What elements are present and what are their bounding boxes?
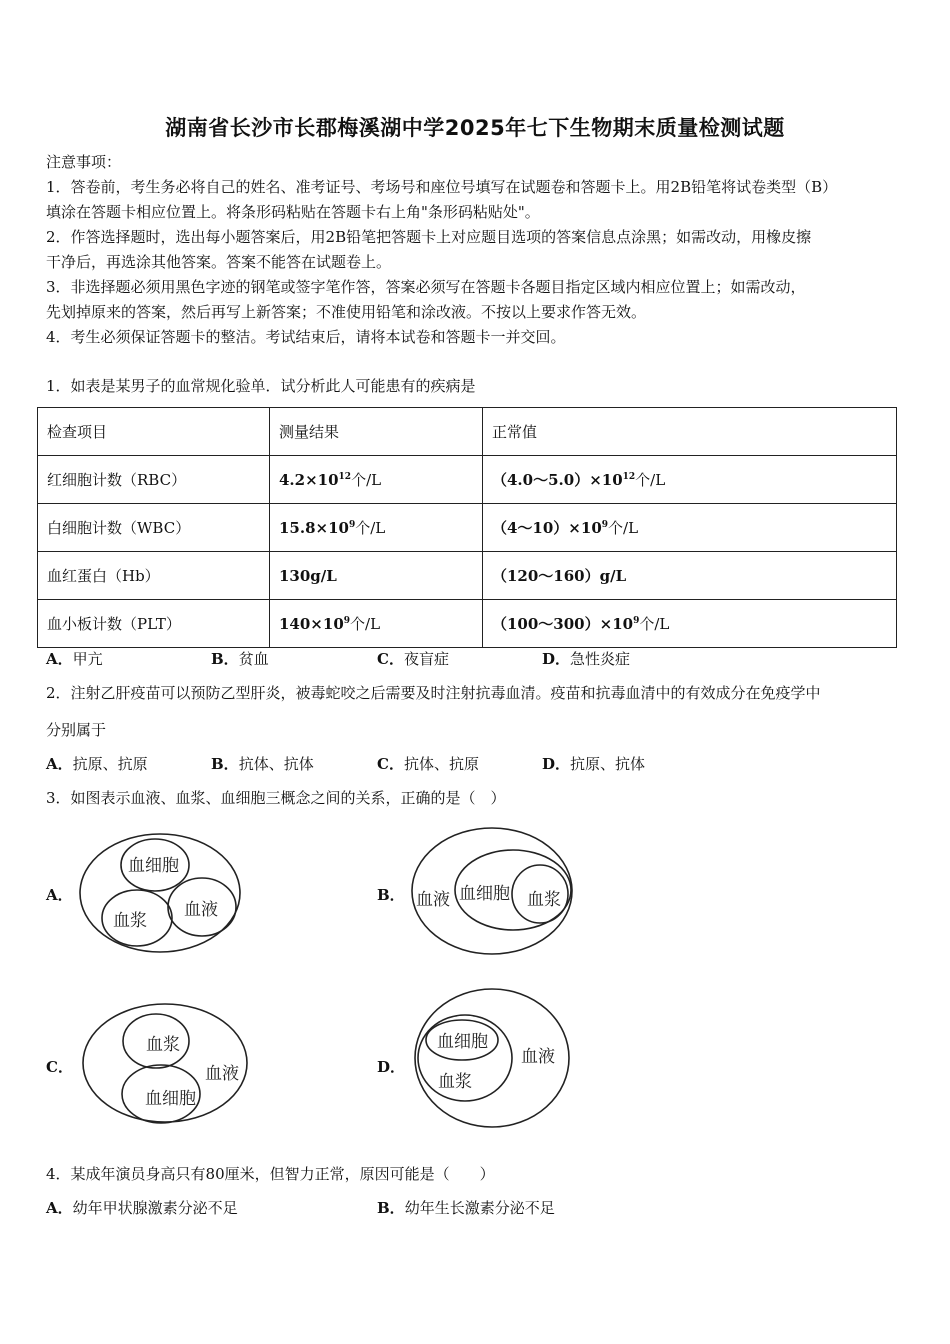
q3-option-d-label[interactable]: D． bbox=[377, 1058, 406, 1076]
row-normal: $(4\sim 10)\times 10^9$个/L bbox=[483, 504, 897, 552]
notice-line: 填涂在答题卡相应位置上。将条形码粘贴在答题卡右上角"条形码粘贴处"。 bbox=[46, 203, 540, 221]
label-blood: 血液 bbox=[184, 900, 218, 920]
row-result: $4.2\times 10^{12}$个/L bbox=[270, 456, 483, 504]
row-item: 红细胞计数（RBC） bbox=[38, 456, 270, 504]
venn-diagram-b[interactable] bbox=[412, 828, 572, 954]
exam-title: 湖南省长沙市长郡梅溪湖中学2025年七下生物期末质量检测试题 bbox=[165, 116, 785, 140]
q1-stem: 1．如表是某男子的血常规化验单．试分析此人可能患有的疾病是 bbox=[46, 377, 476, 395]
q3-option-b-label[interactable]: B． bbox=[377, 886, 405, 904]
header-item: 检查项目 bbox=[38, 408, 270, 456]
q2-option-a[interactable]: A．抗原、抗原 bbox=[46, 755, 148, 773]
q1-option-b[interactable]: B．贫血 bbox=[211, 650, 269, 668]
q2-stem: 2．注射乙肝疫苗可以预防乙型肝炎，被毒蛇咬之后需要及时注射抗毒血清。疫苗和抗毒血清中的有效成分在免疫学中 bbox=[46, 684, 821, 702]
label-cells: 血细胞 bbox=[145, 1089, 196, 1109]
row-item: 血红蛋白（Hb） bbox=[38, 552, 270, 600]
label-cells: 血细胞 bbox=[437, 1032, 488, 1052]
label-blood: 血液 bbox=[205, 1064, 239, 1084]
row-result: $15.8\times 10^9$个/L bbox=[270, 504, 483, 552]
q2-option-c[interactable]: C．抗体、抗原 bbox=[377, 755, 479, 773]
q4-option-b[interactable]: B．幼年生长激素分泌不足 bbox=[377, 1199, 555, 1217]
q2-stem-continued: 分别属于 bbox=[46, 721, 107, 739]
row-item: 白细胞计数（WBC） bbox=[38, 504, 270, 552]
notice-heading: 注意事项： bbox=[46, 153, 122, 171]
q2-option-b[interactable]: B．抗体、抗体 bbox=[211, 755, 314, 773]
label-cells: 血细胞 bbox=[128, 856, 179, 876]
q1-option-d[interactable]: D．急性炎症 bbox=[542, 650, 631, 668]
notice-line: 4．考生必须保证答题卡的整洁。考试结束后，请将本试卷和答题卡一并交回。 bbox=[46, 328, 566, 346]
notice-line: 2．作答选择题时，选出每小题答案后，用2B铅笔把答题卡上对应题目选项的答案信息点涂黑；如需改动，用橡皮擦 bbox=[46, 228, 812, 246]
q4-option-a[interactable]: A．幼年甲状腺激素分泌不足 bbox=[46, 1199, 238, 1217]
header-normal: 正常值 bbox=[483, 408, 897, 456]
venn-diagram-c[interactable] bbox=[83, 1004, 247, 1123]
venn-diagram-d[interactable] bbox=[415, 989, 569, 1127]
q1-option-a[interactable]: A．甲亢 bbox=[46, 650, 103, 668]
notice-line: 3．非选择题必须用黑色字迹的钢笔或签字笔作答，答案必须写在答题卡各题目指定区域内相应位置上；如需改动， bbox=[46, 278, 806, 296]
label-cells: 血细胞 bbox=[459, 884, 510, 904]
label-blood: 血液 bbox=[416, 890, 450, 910]
label-plasma: 血浆 bbox=[146, 1035, 180, 1055]
row-result: $140\times 10^9$个/L bbox=[270, 600, 483, 648]
q3-option-a-label[interactable]: A． bbox=[46, 886, 73, 904]
row-normal: $(100\sim 300)\times 10^9$个/L bbox=[483, 600, 897, 648]
q4-stem: 4．某成年演员身高只有80厘米，但智力正常，原因可能是（ ） bbox=[46, 1165, 495, 1183]
row-result: 130g/L bbox=[270, 552, 483, 600]
q1-option-c[interactable]: C．夜盲症 bbox=[377, 650, 449, 668]
label-plasma: 血浆 bbox=[113, 911, 147, 931]
venn-diagram-a[interactable] bbox=[80, 834, 240, 952]
row-normal: $(4.0\sim 5.0)\times 10^{12}$个/L bbox=[483, 456, 897, 504]
header-result: 测量结果 bbox=[270, 408, 483, 456]
q2-option-d[interactable]: D．抗原、抗体 bbox=[542, 755, 646, 773]
q3-option-c-label[interactable]: C． bbox=[46, 1058, 73, 1076]
notice-line: 1．答卷前，考生务必将自己的姓名、准考证号、考场号和座位号填写在试题卷和答题卡上。用2B铅笔将试卷类型（B） bbox=[46, 178, 838, 196]
label-blood: 血液 bbox=[521, 1047, 555, 1067]
label-plasma: 血浆 bbox=[527, 890, 561, 910]
row-item: 血小板计数（PLT） bbox=[38, 600, 270, 648]
row-normal: （120～160）g/L bbox=[483, 552, 897, 600]
label-plasma: 血浆 bbox=[438, 1072, 472, 1092]
q3-stem: 3．如图表示血液、血浆、血细胞三概念之间的关系，正确的是（ ） bbox=[46, 789, 506, 807]
notice-line: 干净后，再选涂其他答案。答案不能答在试题卷上。 bbox=[46, 253, 392, 271]
notice-line: 先划掉原来的答案，然后再写上新答案；不准使用铅笔和涂改液。不按以上要求作答无效。 bbox=[46, 303, 647, 321]
